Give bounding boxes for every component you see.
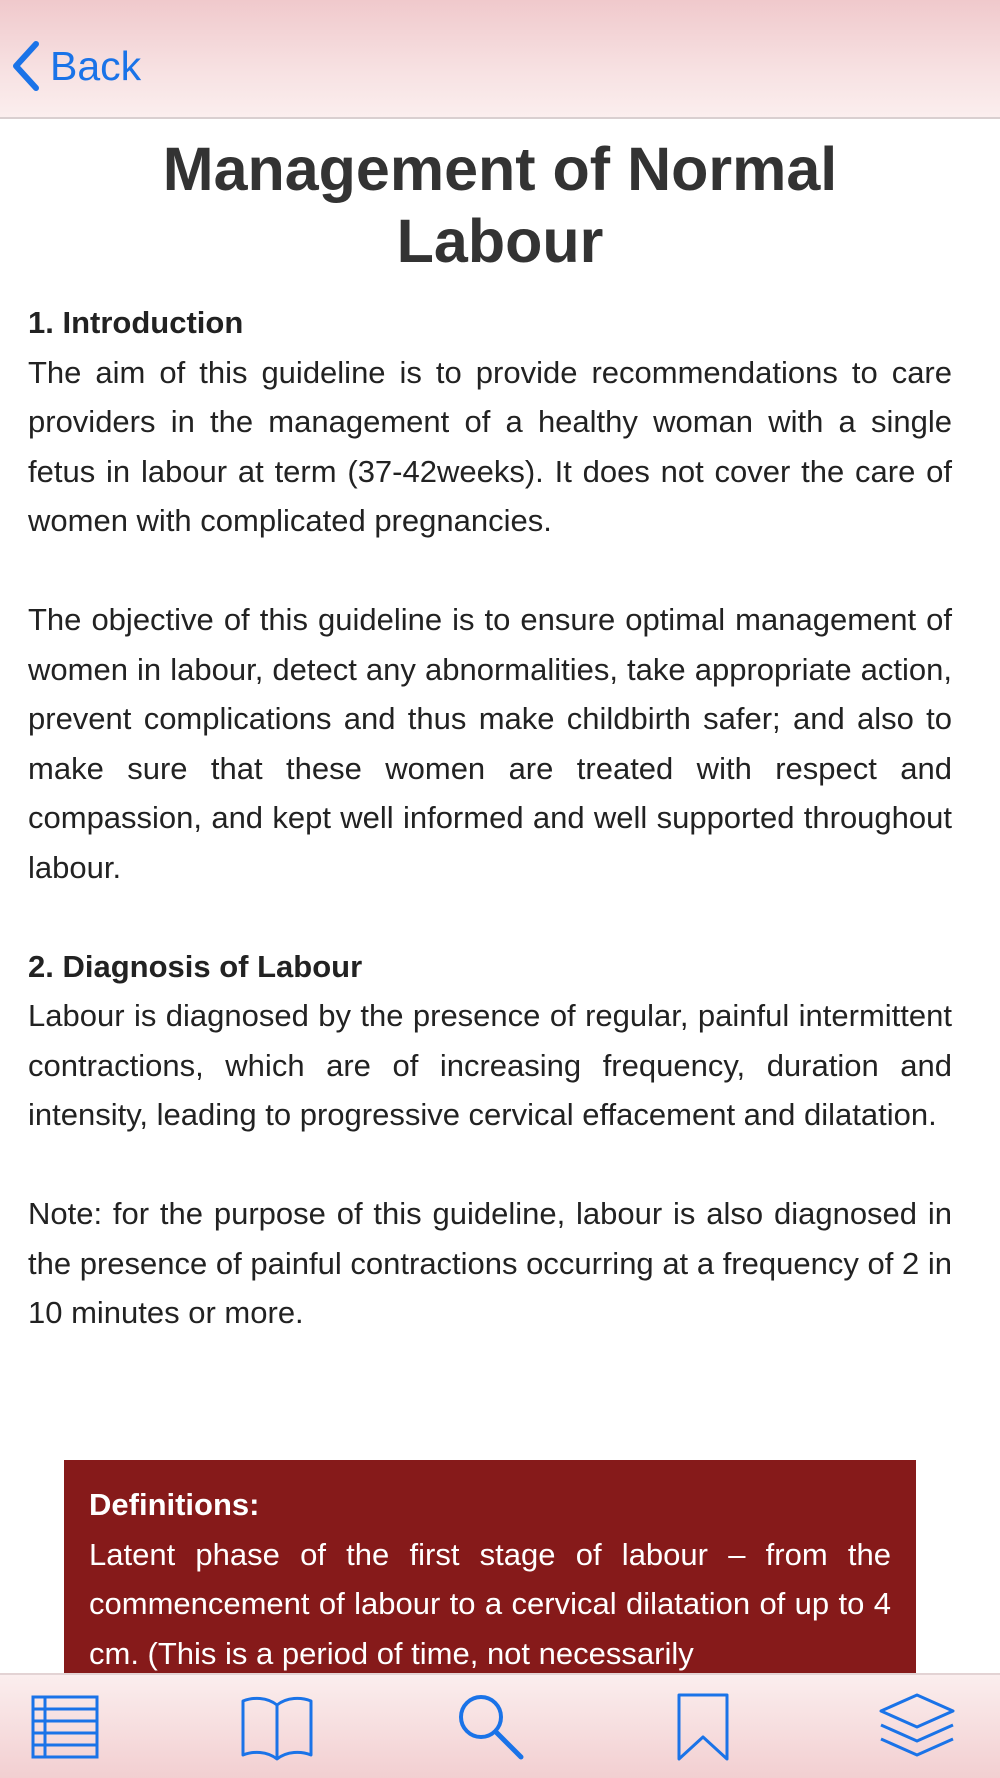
paragraph-spacer [28,892,952,942]
search-icon [451,1689,531,1765]
tab-layers[interactable] [877,1689,957,1765]
section-heading-diagnosis: 2. Diagnosis of Labour [28,948,363,984]
back-label: Back [50,42,142,89]
article-body [28,298,952,1338]
tab-library[interactable] [237,1689,317,1765]
layers-icon [877,1689,957,1765]
section-heading-introduction: 1. Introduction [28,305,244,340]
intro-paragraph-1: The aim of this guideline is to provide recommendations to care providers in the management of a healthy woman with a single fetus in labour at term (37-42weeks). It does not cover the care of women with complicated pregnancies. [28,354,952,538]
tab-bookmarks[interactable] [663,1689,743,1765]
intro-paragraph-2: The objective of this guideline is to ensure optimal management of women in labour, detect any abnormalities, take appropriate action, prevent complications and thus make childbirth safer; and also to make sure that these women are treated with respect and compassion, and kept well informed and well supported throughout labour. [28,602,952,885]
article-content[interactable] [0,121,1000,1673]
diagnosis-paragraph-2: Note: for the purpose of this guideline, labour is also diagnosed in the presence of painful contractions occurring at a frequency of 2 in 10 minutes or more. [28,1196,952,1330]
back-button[interactable] [8,36,141,96]
tab-bar [0,1673,1000,1778]
definitions-heading: Definitions: [89,1487,260,1522]
book-icon [237,1689,317,1765]
diagnosis-paragraph-1: Labour is diagnosed by the presence of regular, painful intermittent contractions, which are of increasing frequency, duration and intensity, leading to progressive cervical effacement and dilatation. [28,998,952,1132]
list-icon [25,1689,105,1765]
page-title: Management of Normal Labour [162,135,838,275]
chevron-left-icon [8,38,42,94]
navigation-bar [0,0,1000,119]
paragraph-spacer [28,546,952,596]
tab-search[interactable] [451,1689,531,1765]
definitions-text: Latent phase of the first stage of labour – from the commencement of labour to a cervical dilatation of up to 4 cm. (This is a period of time, not necessarily [89,1536,891,1671]
definitions-box [64,1460,916,1673]
paragraph-spacer [28,1140,952,1190]
bookmark-icon [663,1689,743,1765]
tab-contents[interactable] [25,1689,105,1765]
